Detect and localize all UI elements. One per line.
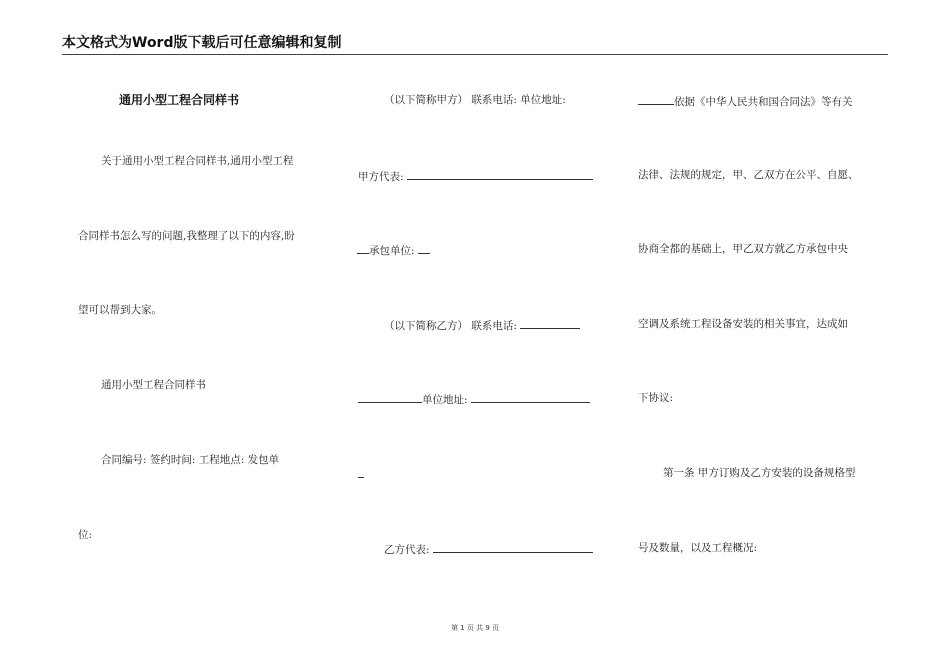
field-label: （以下简称乙方） 联系电话: (384, 320, 517, 332)
blank-underline (418, 242, 430, 254)
blank-underline (357, 242, 369, 254)
page-number: 第 1 页 共 9 页 (450, 624, 500, 632)
blank-underline (433, 541, 593, 553)
article-heading: 第一条 甲方订购及乙方安装的设备规格型 (663, 467, 856, 479)
blank-underline (638, 93, 674, 105)
blank-underline (407, 168, 593, 180)
paragraph-line (638, 93, 853, 109)
paragraph-line: 合同样书怎么写的问题,我整理了以下的内容,盼 (78, 230, 295, 242)
field-label: 承包单位: (369, 245, 418, 257)
header-title: 本文格式为Word版下载后可任意编辑和复制 (62, 35, 342, 51)
paragraph-line: 号及数量，以及工程概况: (638, 542, 758, 554)
field-label: 甲方代表: (358, 171, 404, 183)
paragraph-line: 位: (78, 529, 93, 541)
party-b-address-line (358, 391, 590, 407)
paragraph-line: 法律、法规的规定，甲、乙双方在公平、自愿、 (638, 169, 859, 181)
paragraph-line: 下协议: (638, 392, 674, 404)
contractor-line (357, 242, 430, 258)
field-label: 单位地址: (422, 394, 468, 406)
paragraph-line: 望可以帮到大家。 (78, 304, 162, 316)
party-a-contact-line: （以下简称甲方） 联系电话: 单位地址: (384, 94, 566, 106)
party-a-representative-line (358, 168, 593, 184)
blank-line (358, 466, 364, 482)
header-divider (62, 54, 888, 55)
paragraph-line: 合同编号: 签约时间: 工程地点: 发包单 (101, 454, 280, 466)
paragraph-line: 通用小型工程合同样书 (101, 379, 206, 391)
paragraph-line: 关于通用小型工程合同样书,通用小型工程 (101, 155, 294, 167)
paragraph-line: 空调及系统工程设备安装的相关事宜，达成如 (638, 318, 848, 330)
field-label: 乙方代表: (384, 544, 430, 556)
blank-underline (471, 391, 590, 403)
blank-underline (520, 317, 580, 329)
party-b-contact-line (384, 317, 580, 333)
document-title: 通用小型工程合同样书 (119, 93, 240, 107)
party-b-representative-line (384, 541, 593, 557)
paragraph-text: 依据《中华人民共和国合同法》等有关 (674, 96, 853, 108)
blank-underline (358, 391, 422, 403)
paragraph-line: 协商全都的基础上，甲乙双方就乙方承包中央 (638, 243, 848, 255)
blank-underline (358, 466, 364, 478)
